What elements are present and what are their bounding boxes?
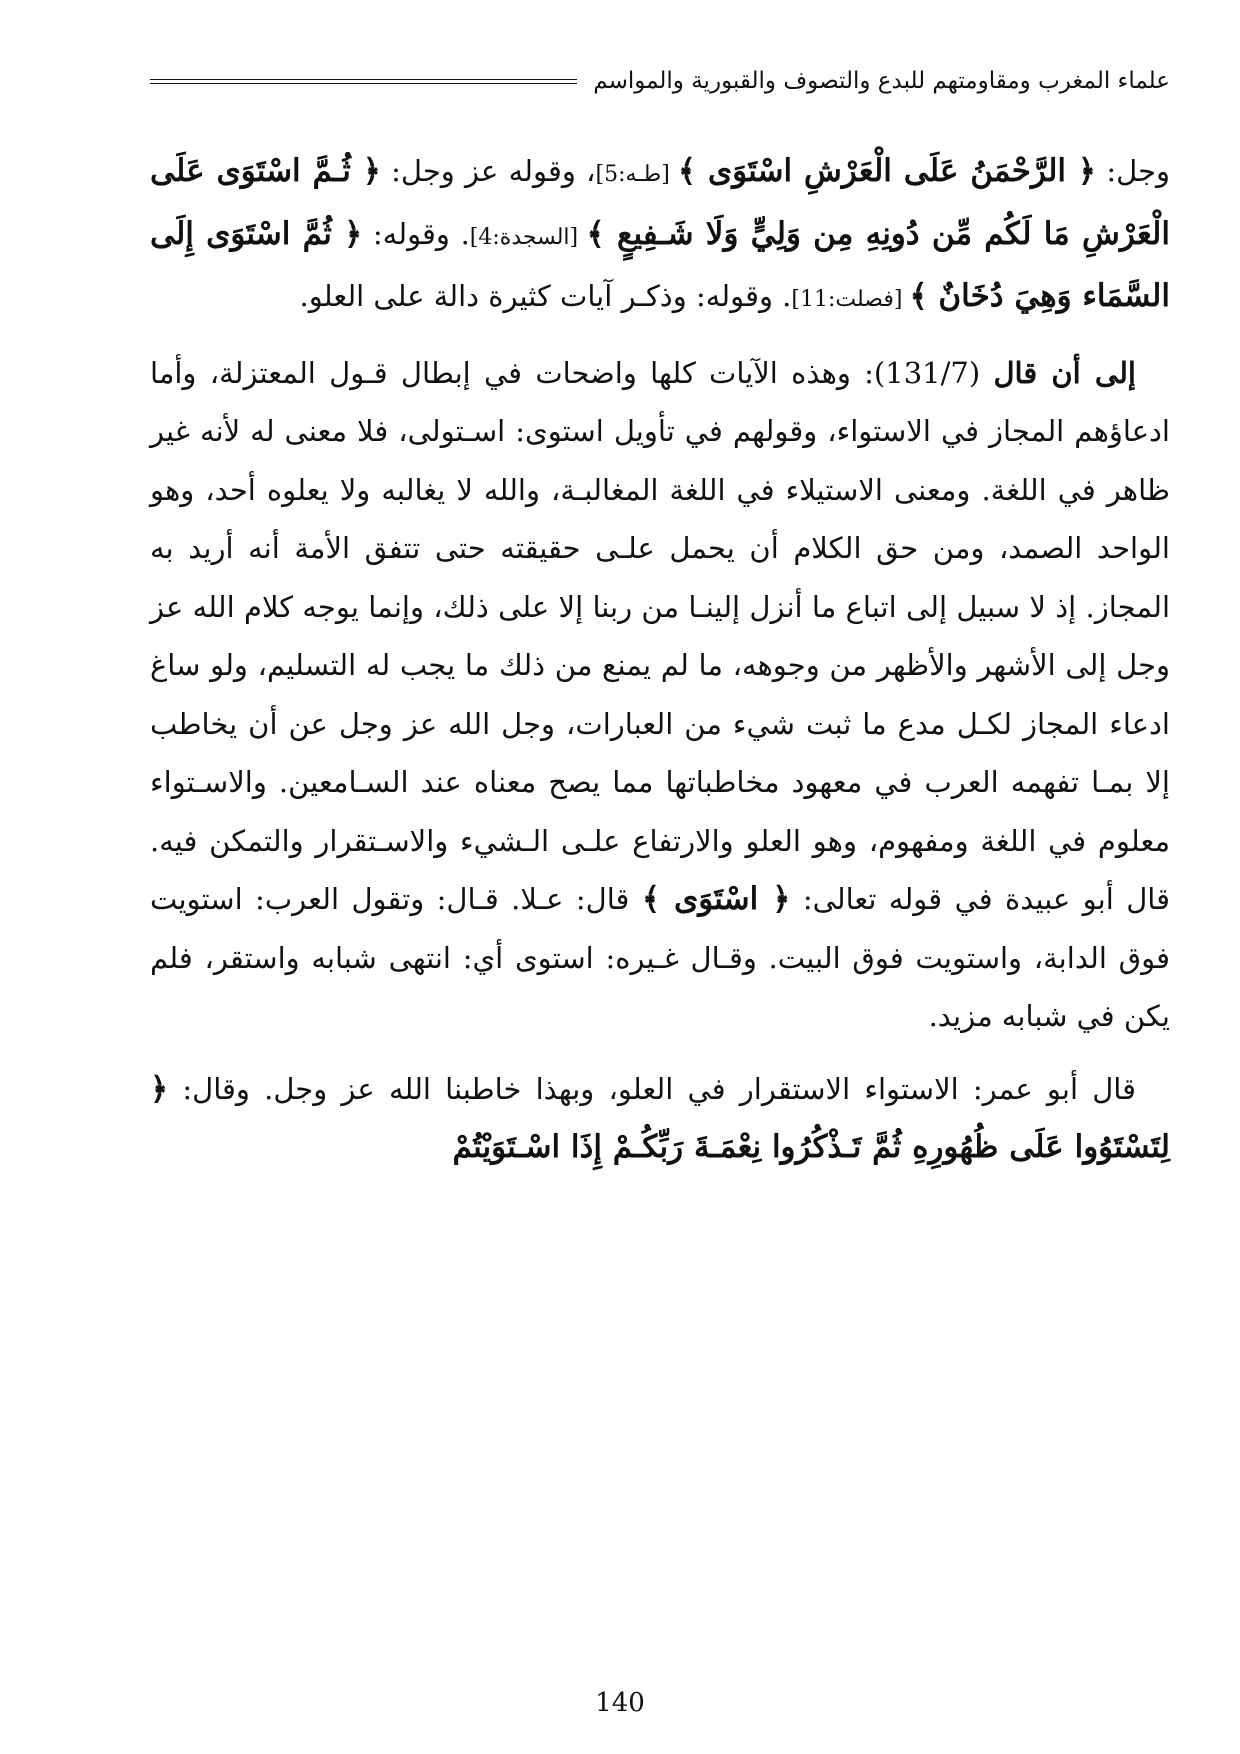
paragraph	[150, 344, 1170, 1046]
header-rule	[150, 79, 577, 84]
quran-verse: ﴿ ثُـمَّ اسْتَوَى عَلَى الْعَرْشِ مَا لَكُم مِّن دُونِهِ مِن وَلِيٍّ وَلَا شَـفِيعٍ ﴾	[150, 153, 1170, 252]
text-segment: قال أبو عمر: الاستواء الاستقرار في العلو، وبهذا خاطبنا الله عز وجل. وقال:	[168, 1071, 1136, 1106]
verse-reference: [السجدة:4]	[469, 224, 587, 250]
text-segment: (131/7): وهذه الآيات كلها واضحات في إبطال قـول المعتزلة، وأما ادعاؤهم المجاز في الاستواء، وقولهم في تأويل استوى: اسـتولى، فلا معنى له لأنه غير ظاهر في اللغة. ومعنى الاستيلاء في اللغة المغالبـة، والله لا يغالبه ولا يعلوه أحد، وهو الواحد الصمد، ومن حق الكلام أن يحمل علـى حقيقته حتى تتفق الأمة أنه أريد به المجاز. إذ لا سبيل إلى اتباع ما أنزل إلينـا من ربنا إلا على ذلك، وإنما يوجه كلام الله عز وجل إلى الأشهر والأظهر من وجوهه، ما لم يمنع من ذلك ما يجب له التسليم، ولو ساغ ادعاء المجاز لكـل مدع ما ثبت شيء من العبارات، وجل الله عز وجل عن أن يخاطب إلا بمـا تفهمه العرب في معهود مخاطباتها مما يصح معناه عند السـامعين. والاسـتواء معلوم في اللغة ومفهوم، وهو العلو والارتفاع علـى الـشيء والاسـتقرار والتمكن فيه. قال أبو عبيدة في قوله تعالى:	[150, 355, 1170, 916]
quran-verse: ﴿ لِتَسْتَوُوا عَلَى ظُهُورِهِ ثُمَّ تَـذْكُرُوا نِعْمَـةَ رَبِّكُـمْ إِذَا اسْـتَوَيْتُمْ	[150, 1070, 1170, 1165]
page-number: 140	[595, 1688, 645, 1718]
text-segment: ، وقوله عز وجل:	[380, 154, 596, 188]
text-segment: قال: عـلا. قـال: وتقول العرب: استويت فوق الدابة، واستويت فوق البيت. وقـال غـيره: استوى أي: انتهى شبابه واستقر، فلم يكن في شبابه مزيد.	[150, 882, 1170, 1033]
running-header	[150, 58, 1170, 104]
paragraph	[150, 1060, 1170, 1177]
quran-verse: ﴿ ثُمَّ اسْتَوَى إِلَى السَّمَاء وَهِيَ دُخَانٌ ﴾	[150, 215, 1170, 314]
running-title: علماء المغرب ومقاومتهم للبدع والتصوف والقبورية والمواسم	[593, 68, 1170, 94]
body-text	[150, 142, 1170, 1191]
verse-reference: [فصلت:11]	[791, 287, 910, 312]
bold-lead: إلى أن قال	[993, 355, 1136, 390]
quran-verse: ﴿ الرَّحْمَنُ عَلَى الْعَرْشِ اسْتَوَى ﴾	[677, 153, 1097, 189]
verse-reference: [طـه:5]	[595, 162, 678, 187]
paragraph	[150, 142, 1170, 330]
text-segment: . وقوله:	[362, 216, 470, 251]
text-segment: وجل:	[1096, 154, 1170, 188]
quran-verse: ﴿ اسْتَوَى ﴾	[641, 881, 791, 917]
text-segment: . وقوله: وذكـر آيات كثيرة دالة على العلو.	[299, 279, 792, 313]
